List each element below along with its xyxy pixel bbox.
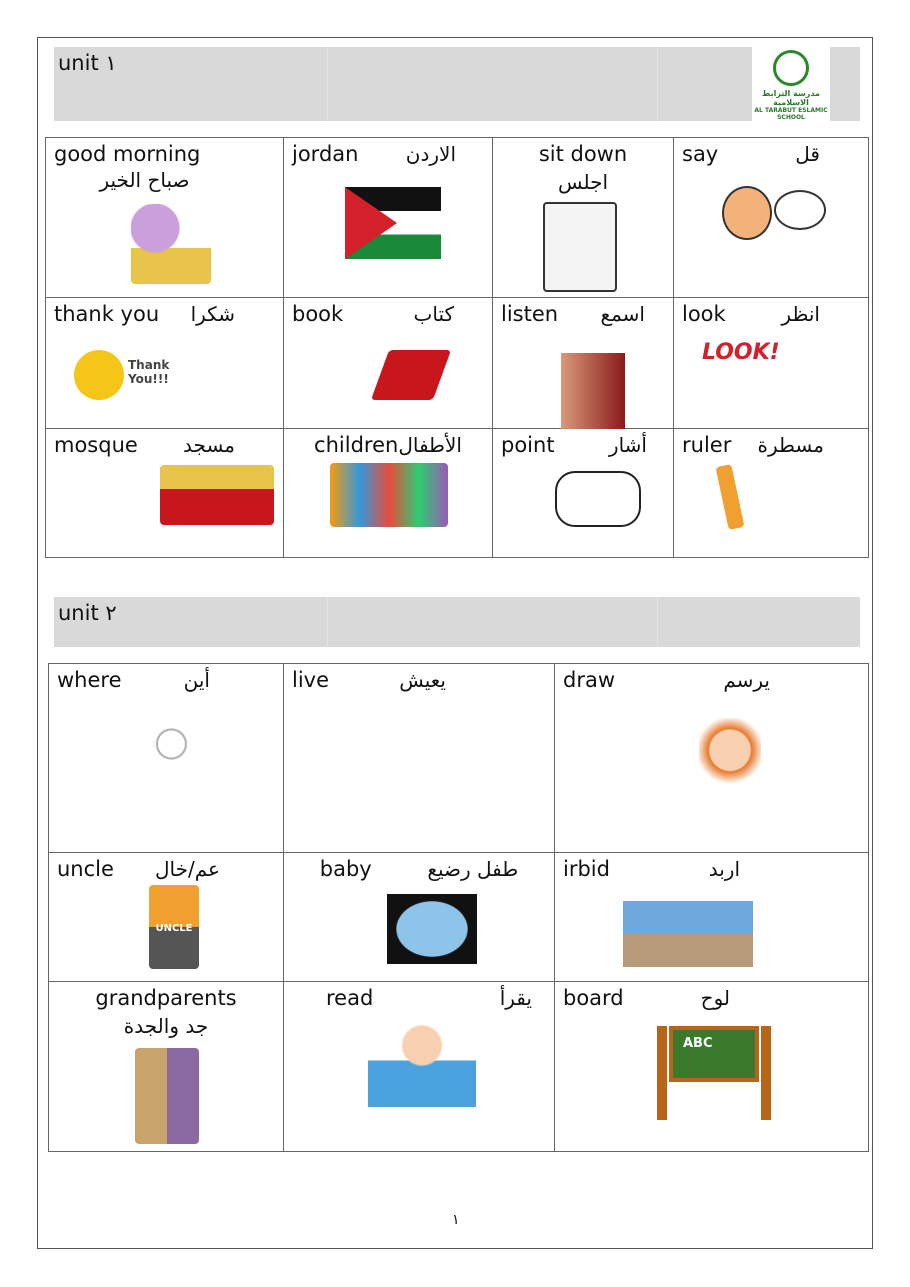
grandparents-icon bbox=[135, 1048, 199, 1144]
ruler-icon bbox=[716, 464, 745, 530]
children-group-icon bbox=[330, 463, 448, 527]
ear-listening-icon bbox=[561, 353, 625, 429]
mosque-icon bbox=[160, 465, 274, 525]
good-morning-flower-icon bbox=[131, 204, 211, 284]
english-word: good morning bbox=[54, 142, 201, 166]
vocab-cell bbox=[46, 298, 284, 429]
unit-2-header bbox=[54, 597, 860, 647]
vocab-cell bbox=[46, 429, 284, 558]
arabic-word: مسطرة bbox=[757, 433, 824, 457]
logo-english: AL TARABUT ESLAMIC SCHOOL bbox=[754, 107, 828, 121]
arabic-word: أين bbox=[183, 668, 210, 692]
vocab-cell bbox=[284, 429, 493, 558]
vocab-cell bbox=[284, 298, 493, 429]
arabic-word: اربد bbox=[708, 857, 740, 881]
vocab-cell bbox=[284, 664, 555, 853]
english-word: thank you bbox=[54, 302, 160, 326]
english-word: mosque bbox=[54, 433, 138, 457]
school-logo bbox=[752, 46, 830, 122]
vocab-cell bbox=[284, 853, 555, 982]
english-word: uncle bbox=[57, 857, 114, 881]
logo-arabic: مدرسة الترابط الاسلامية bbox=[762, 89, 820, 107]
vocab-cell bbox=[555, 853, 869, 982]
vocab-cell bbox=[493, 298, 674, 429]
english-word: children bbox=[314, 433, 399, 457]
english-word: draw bbox=[563, 668, 616, 692]
thank-you-image-text: Thank You!!! bbox=[128, 358, 170, 386]
speaking-face-icon bbox=[722, 186, 772, 240]
unit-title: unit ١ bbox=[58, 51, 117, 75]
vocab-cell bbox=[49, 982, 284, 1152]
look-sign-icon: LOOK! bbox=[702, 340, 780, 365]
vocab-cell bbox=[674, 138, 869, 298]
vocab-cell bbox=[674, 429, 869, 558]
english-word: ruler bbox=[682, 433, 732, 457]
arabic-word: اجلس bbox=[557, 170, 609, 194]
girl-drawing-icon bbox=[699, 718, 761, 810]
vocab-cell bbox=[555, 982, 869, 1152]
english-word: grandparents bbox=[95, 986, 237, 1010]
english-word: baby bbox=[319, 857, 372, 881]
uncle-image-text: UNCLE bbox=[155, 923, 193, 934]
english-word: read bbox=[326, 986, 374, 1010]
english-word: board bbox=[563, 986, 624, 1010]
arabic-word: كتاب bbox=[413, 302, 454, 326]
chalkboard-text: ABC bbox=[669, 1026, 759, 1082]
arabic-word: طفل رضيع bbox=[427, 857, 519, 881]
arabic-word: قل bbox=[795, 142, 820, 166]
arabic-word: مسجد bbox=[183, 433, 235, 457]
smiley-icon bbox=[74, 350, 124, 400]
vocab-cell bbox=[284, 138, 493, 298]
jordan-flag-icon bbox=[345, 187, 441, 259]
speech-bubble-icon bbox=[774, 190, 826, 230]
english-word: listen bbox=[501, 302, 559, 326]
arabic-word: يرسم bbox=[723, 668, 770, 692]
unit-1-header bbox=[54, 47, 860, 121]
unit-1-vocab-table bbox=[45, 137, 869, 558]
english-word: live bbox=[292, 668, 330, 692]
arabic-word: أشار bbox=[608, 433, 647, 457]
english-word: jordan bbox=[292, 142, 359, 166]
vocab-cell bbox=[49, 664, 284, 853]
arabic-word: شكرا bbox=[190, 302, 235, 326]
vocab-cell bbox=[284, 982, 555, 1152]
where-question-icon bbox=[121, 714, 233, 834]
arabic-word: لوح bbox=[700, 986, 730, 1010]
unit-2-vocab-table bbox=[48, 663, 869, 1152]
red-book-icon bbox=[371, 350, 451, 400]
arabic-word: يقرأ bbox=[499, 986, 532, 1010]
arabic-word: انظر bbox=[781, 302, 820, 326]
man-sitting-icon bbox=[543, 202, 617, 292]
arabic-word: يعيش bbox=[399, 668, 446, 692]
baby-icon bbox=[387, 894, 477, 964]
irbid-gate-icon bbox=[623, 901, 753, 967]
english-word: look bbox=[682, 302, 726, 326]
unit-title: unit ٢ bbox=[58, 601, 117, 625]
vocab-cell bbox=[493, 429, 674, 558]
arabic-word: جد والجدة bbox=[123, 1014, 209, 1038]
chalkboard-icon bbox=[657, 1026, 771, 1120]
arabic-word: صباح الخير bbox=[99, 168, 190, 192]
vocab-cell bbox=[493, 138, 674, 298]
english-word: where bbox=[57, 668, 122, 692]
english-word: book bbox=[292, 302, 344, 326]
arabic-word: الاردن bbox=[405, 142, 456, 166]
page-number: ١ bbox=[452, 1212, 460, 1228]
english-word: irbid bbox=[563, 857, 610, 881]
english-word: point bbox=[501, 433, 555, 457]
boy-reading-icon bbox=[368, 1020, 476, 1136]
uncle-icon bbox=[149, 885, 199, 969]
english-word: say bbox=[682, 142, 719, 166]
arabic-word: عم/خال bbox=[155, 857, 220, 881]
vocab-cell bbox=[555, 664, 869, 853]
vocab-cell bbox=[49, 853, 284, 982]
arabic-word: اسمع bbox=[600, 302, 645, 326]
vocab-cell bbox=[46, 138, 284, 298]
vocab-cell bbox=[674, 298, 869, 429]
pointing-hand-icon bbox=[555, 471, 641, 527]
arabic-word: الأطفال bbox=[398, 433, 462, 457]
english-word: sit down bbox=[538, 142, 628, 166]
